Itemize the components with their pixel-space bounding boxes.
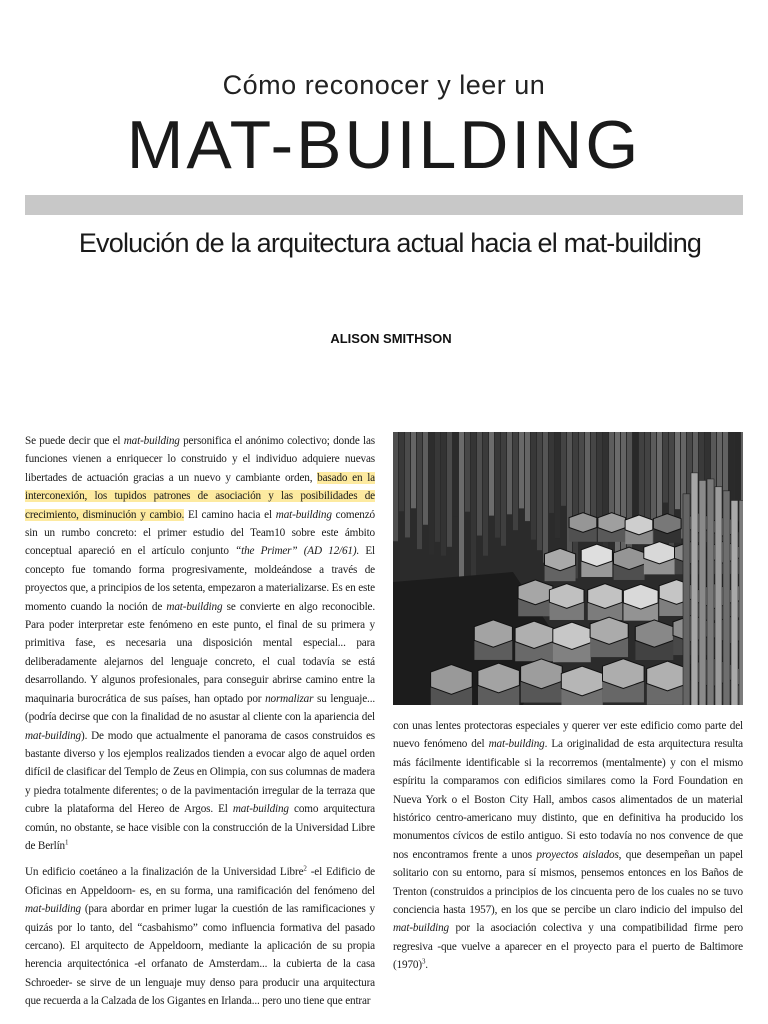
- paragraph-2: Un edificio coetáneo a la finalización de la Universidad Libre$^2$ -el Edificio de Oficinas en Appeldoorn- es, en su forma, una ramificación del fenómeno del mat-building (para abordar en primer lugar la cuestión de las ramificaciones y quizás por lo tanto, del “casbahismo” como influencia formativa del pasado cercano). El arquitecto de Appeldoorn, mediante la aplicación de su propia herencia arquitectónica -el orfanato de Amsterdam... la cubierta de la casa Schroeder- se sirve de un lenguaje muy denso para producir una arquitectura que recuerda a la Calzada de los Gigantes en Irlanda... pero uno tiene que entrar: [25, 864, 375, 1008]
- footnote-ref: 2: [303, 864, 307, 873]
- author-name: ALISON SMITHSON: [330, 331, 452, 346]
- subtitle: Evolución de la arquitectura actual hacia el mat-building: [78, 228, 702, 258]
- pre-title: Cómo reconocer y leer un: [222, 70, 546, 100]
- basalt-columns-photo: [393, 432, 743, 705]
- highlighted-text: basado en la interconexión, los tupidos patrones de asociación y las posibilidades de crecimiento, disminución y cambio.: [25, 471, 375, 521]
- paragraph-1: Se puede decir que el mat-building personifica el anónimo colectivo; donde las funciones vienen a enriquecer lo construido y el individuo adquiere nuevas libertades de actuación gracias a un nuevo y cambiante orden, basado en la interconexión, los tupidos patrones de asociación y las posibilidades de crecimiento, disminución y cambio. El camino hacia el mat-building comenzó sin un rumbo concreto: el primer estudio del Team10 sobre este ámbito conceptual apareció en el artículo conjunto “the Primer” (AD 12/61). El concepto fue tomando forma progresivamente, moldeándose a través de proyectos que, a principios de los setenta, empezaron a materializarse. Es en este momento cuando la noción de mat-building se convierte en algo reconocible. Para poder interpretar este fenómeno en este punto, el final de su primera y primitiva fase, es necesaria una disposición mental especial... para deliberadamente alejarnos del lenguaje concreto, el cual todavía se está desarrollando. Y algunos profesionales, para conseguir abrirse camino entre la maquinaria burocrática de sus países, han optado por normalizar su lenguaje... (podría decirse que con la finalidad de no asustar al cliente con la apariencia del mat-building). De modo que actualmente el panorama de casos construidos es bastante diverso y los ejemplos realizados tienden a evocar algo de aquel orden difícil de clasificar del Templo de Zeus en Olimpia, con sus columnas de madera y piedra totalmente diferentes; o de la pavimentación irregular de la terraza que cubre la plataforma del Hereo de Argos. El mat-building como arquitectura común, no obstante, se hace visible con la construcción de la Universidad Libre de Berlín$^1$: [25, 435, 376, 852]
- footnote-ref: 1: [64, 838, 69, 847]
- right-text-column: [393, 717, 743, 975]
- main-title: MAT-BUILDING: [126, 107, 642, 183]
- footnote-ref: 3: [421, 957, 426, 966]
- paragraph-3: con unas lentes protectoras especiales y querer ver este edificio como parte del nuevo fenómeno del mat-building. La originalidad de esta arquitectura resulta más fácilmente identificable si la recorremos (mentalmente) y con el mismo espíritu la comparamos con edificios similares como la Ford Foundation en Nueva York o el Boston City Hall, ambos casos alimentados de un material histórico centro-americano muy distinto, que en definitiva ha producido los monumentos cívicos de estilo antiguo. Si esto todavía no nos convence de que nos encontramos frente a unos proyectos aislados, que desempeñan un papel solitario con su entorno, para sí mismos, pensemos entonces en los Baños de Trenton (construidos a principios de los cincuenta pero de los cuales no se tuvo conciencia hasta 1957), en los que se percibe un claro indicio del impulso del mat-building por la asociación colectiva y una compatibilidad firme pero regresiva -que vuelve a aparecer en el proyecto para el puerto de Baltimore $(1970)^3$.: [393, 720, 743, 972]
- basalt-columns-image: [393, 432, 743, 705]
- left-text-column: [25, 432, 375, 1011]
- title-divider-band: [25, 195, 743, 215]
